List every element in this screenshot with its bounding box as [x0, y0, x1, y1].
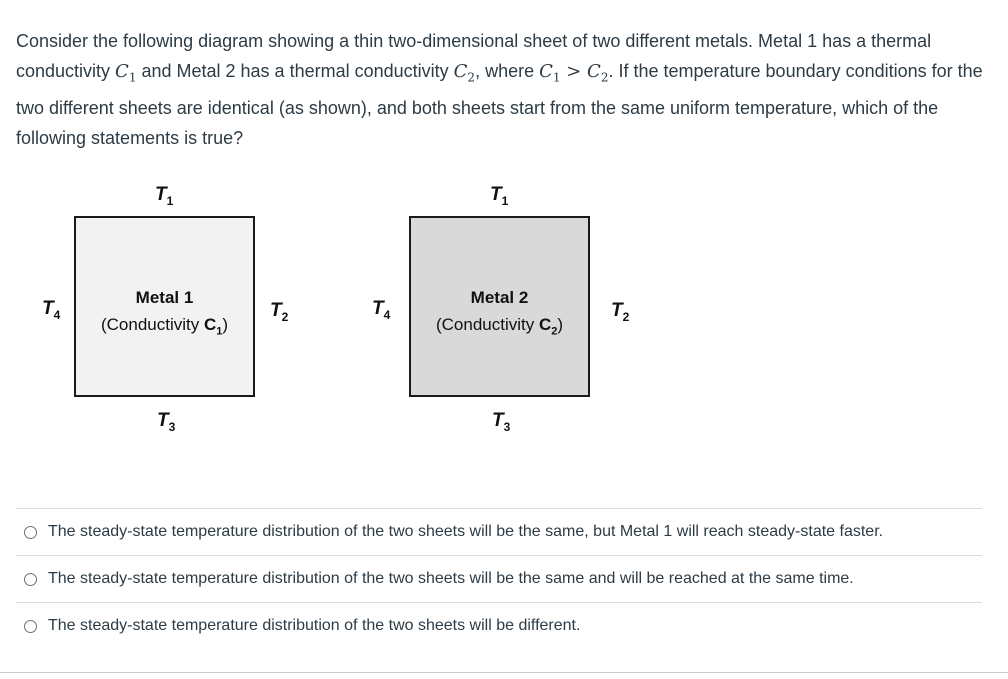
sheet1-left-label: $T_4$: [42, 298, 61, 322]
metal-2-sheet: [409, 216, 590, 397]
sheet2-right-label: $T_2$: [611, 300, 630, 324]
metal-1-sheet: [74, 216, 255, 397]
answer-option-label: The steady-state temperature distribution of the two sheets will be different.: [48, 617, 581, 634]
answer-option-label: The steady-state temperature distribution of the two sheets will be the same, but Metal 1 will reach steady-state faster.: [48, 523, 884, 540]
question-part-2: and Metal 2 has a thermal conductivity: [136, 61, 454, 81]
sheet2-left-label: $T_4$: [372, 298, 391, 322]
answer-option-2[interactable]: [16, 555, 982, 602]
question-part-3: , where: [475, 61, 540, 81]
radio-button[interactable]: [24, 526, 37, 539]
inequality: $C_1 > C_2$: [539, 61, 609, 85]
bottom-divider: [0, 672, 1008, 673]
question-part-4: . If the temperature boundary conditions for the two different sheets are identical (as shown), and both sheets start from the same uniform temperature, which of the following statements is true?: [16, 61, 983, 148]
radio-button[interactable]: [24, 573, 37, 586]
sheet1-top-label: $T_1$: [155, 184, 174, 208]
answer-options: [16, 508, 982, 649]
sheet1-right-label: $T_2$: [270, 300, 289, 324]
c1-symbol: $C_1$: [115, 61, 137, 85]
answer-option-3[interactable]: [16, 602, 982, 649]
metal-2-name: Metal 2: [470, 288, 529, 307]
metal-2-conductivity: (Conductivity $C_2$): [435, 315, 564, 338]
answer-option-label: The steady-state temperature distribution of the two sheets will be the same and will be reached at the same time.: [48, 570, 854, 587]
radio-button[interactable]: [24, 620, 37, 633]
question-text: [16, 26, 991, 153]
sheet2-bottom-label: $T_3$: [492, 410, 511, 434]
sheet1-bottom-label: $T_3$: [157, 410, 176, 434]
sheet2-top-label: $T_1$: [490, 184, 509, 208]
metal-1-name: Metal 1: [135, 288, 194, 307]
c2-symbol: $C_2$: [453, 61, 476, 85]
question-part-1: Consider the following diagram showing a thin two-dimensional sheet of two different metals. Metal 1 has a thermal conductivity: [16, 31, 932, 81]
metal-1-conductivity: (Conductivity $C_1$): [100, 315, 229, 338]
metal-sheets-diagram: [0, 170, 1008, 460]
answer-option-1[interactable]: [16, 508, 982, 555]
